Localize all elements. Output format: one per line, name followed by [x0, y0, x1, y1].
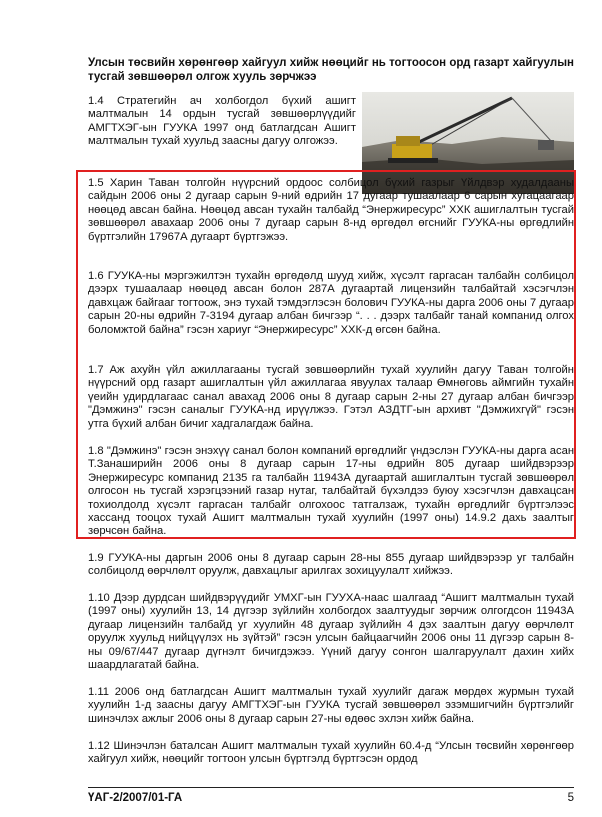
paragraph-1-10: 1.10 Дээр дурдсан шийдвэрүүдийг УМХГ-ын ГУУХА-наас шалгаад “Ашигт малтмалын тухай (1997 оны) хуулийн 13, 14 дүгээр зүйлийн холбогдох заалтуудыг зөрчиж олгогдсон 11943А дугаар лицензийн талбайд уг хуулийн 48 дугаар зүйлийн 4 дэх заалтын дагуу өөрчлөлт оруулж хуульд нийцүүлэх нь зүйтэй” гэсэн улсын байцаагчийн 2006 оны 11 дүгээр сарын 8-ны 09/67/447 дугаар дүгнэлт бичигдэжээ. Үүний дагуу сонгон шалгаруулалт дахин хийх шаардлагатай байна.: [88, 592, 574, 672]
paragraph-1-4: 1.4 Стратегийн ач холбогдол бүхий ашигт малтмалын 14 ордын тусгай зөвшөөрлүүдийг АМГТХЭГ-ын ГУУКА 1997 онд батлагдсан Ашигт малтмалын тухай хуульд заасны дагуу олгожээ.: [88, 95, 356, 148]
paragraph-1-11: 1.11 2006 онд батлагдсан Ашигт малтмалын тухай хуулийг дагаж мөрдөх журмын тухай хуулийн 1-д заасны дагуу АМГТХЭГ-ын ГУУКА тусгай зөвшөөрөл эзэмшигчийн бүртгэлийг шинэчлэх ажлыг 2006 оны 8 дугаар сарын 27-ны өдөөс эхлэн хийж байна.: [88, 686, 574, 725]
page-number: 5: [567, 792, 574, 804]
paragraph-1-6: 1.6 ГУУКА-ны мэргэжилтэн тухайн өргөдөлд шууд хийж, хүсэлт гаргасан талбайн солбицол дээрх тушаалаар нөөцөд авсан болон 287А дугаартай лицензийн талбайтай хэсэгчлэн давхцаж байгааг тогтоож, энэ тухай тэмдэглэсэн болович ГУУКА-ны дарга 2006 оны 7 дугаар сарын 20-ны өдрийн 7-3194 дугаар албан бичгээр “. . . дээрх талбайг танай компанид олгох боломжтой байна” гэсэн хариуг “Энержиресурс” ХХК-д өгсөн байна.: [88, 270, 574, 336]
section-heading: Улсын төсвийн хөрөнгөөр хайгуул хийж нөөцийг нь тогтоосон орд газарт хайгуулын тусгай зөвшөөрөл олгож хууль зөрчжээ: [88, 57, 574, 83]
paragraph-1-5: 1.5 Харин Таван толгойн нүүрсний ордоос солбицол бүхий газрыг Үйлдвэр худалдааны сайдын 2006 оны 2 дугаар сарын 9-ний өдрийн 17 дугаар тушаалаар 6 сарын хугацаагаар нөөцөд авсан байна. Нөөцөд авсан тухайн талбайд “Энержиресурс” ХХК ашиглалтын тусгай зөвшөөрөл авахаар 2006 оны 7 дугаар сарын 8-нд өргөдөл өгснийг ГУУКА-ны өргөдлийн бүртгэлийн 17967А дугаарт бүртгэжээ.: [88, 177, 574, 243]
document-code: ҮАГ-2/2007/01-ГА: [88, 792, 183, 804]
paragraph-1-12: 1.12 Шинэчлэн баталсан Ашигт малтмалын тухай хуулийн 60.4-д “Улсын төсвийн хөрөнгөөр хайгуул хийж, нөөцийг тогтоон улсын бүртгэлд бүртгэсэн ордод: [88, 740, 574, 766]
paragraph-1-8: 1.8 "Дэмжинэ" гэсэн энэхүү санал болон компаний өргөдлийг үндэслэн ГУУКА-ны дарга асан Т.Занаширийн 2006 оны 8 дугаар сарын 17-ны өдрийн 805 дугаар шийдвэрээр Энержиресурс компанид 2135 га талбайн 11943А дугаартай ашиглалтын тусгай зөвшөөрөл олгосон нь тусгай хэрэгцээний газар нутаг, талбайтай бүхэлдээ буюу хэсэгчлэн давхацсан тохиолдолд хүсэлт гаргасан талбайг олгохоос татгалзаж, тухайн өргөдлийг бүртгэлээс хассанд тооцох тухай Ашигт малтмалын тухай хуулийн (1997 оны) 14.9.2 дахь заалтыг зөрчсөн байна.: [88, 445, 574, 538]
paragraph-1-7: 1.7 Аж ахуйн үйл ажиллагааны тусгай зөвшөөрлийн тухай хуулийн дагуу Таван толгойн нүүрсний орд газарт ашиглалтын үйл ажиллагаа явуулах талаар Өмнөговь аймгийн тухайн үеийн удирдлагаас санал авахад 2006 оны 8 дугаар сарын 2-ны 27 дугаар албан бичгээр "Дэмжинэ" гэсэн саналыг ГУУКА-нд ирүүлжээ. Гэтэл АЗДТГ-ын архивт "Дэмжихгүй" гэсэн утга бүхий албан бичиг хадгалагдаж байна.: [88, 364, 574, 430]
footer-divider: [88, 787, 574, 788]
paragraph-1-9: 1.9 ГУУКА-ны даргын 2006 оны 8 дугаар сарын 28-ны 855 дугаар шийдвэрээр уг талбайн солбицолд өөрчлөлт оруулж, давхацлыг арилгах зохицуулалт хийжээ.: [88, 552, 574, 578]
